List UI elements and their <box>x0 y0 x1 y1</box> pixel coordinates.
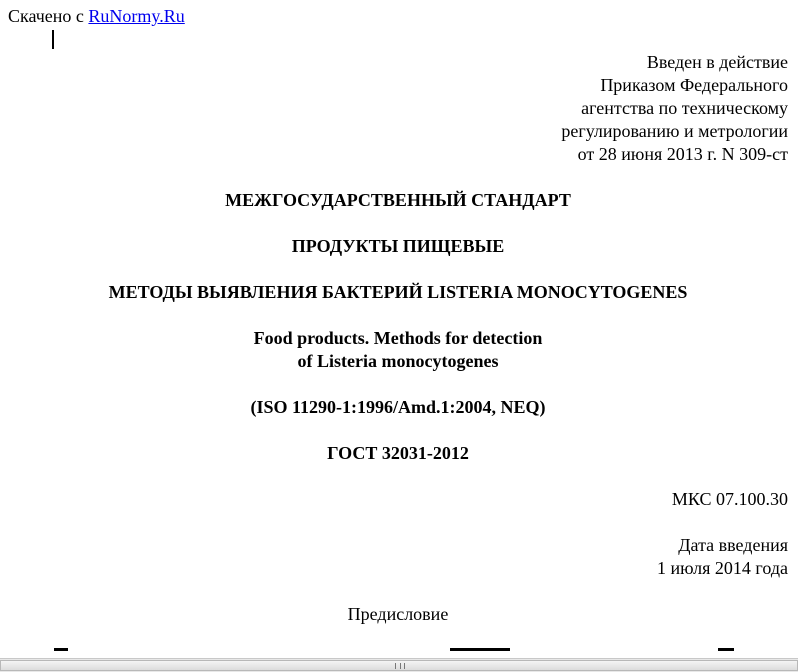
scrollbar-thumb[interactable] <box>0 660 798 671</box>
text-cursor <box>52 30 54 49</box>
preface-heading: Предисловие <box>347 604 449 624</box>
enactment-line: Введен в действие <box>646 52 788 72</box>
gost-number: ГОСТ 32031-2012 <box>327 443 469 463</box>
source-prefix: Скачено с <box>8 6 84 26</box>
enactment-line: регулированию и метрологии <box>561 121 788 141</box>
product-group-heading: ПРОДУКТЫ ПИЩЕВЫЕ <box>291 236 505 256</box>
grip-icon <box>395 663 405 669</box>
enactment-line: Приказом Федерального <box>600 75 788 95</box>
enactment-line: агентства по техническому <box>581 98 788 118</box>
source-line <box>8 6 185 26</box>
title-en-line-2: of Listeria monocytogenes <box>297 351 499 371</box>
title-ru: МЕТОДЫ ВЫЯВЛЕНИЯ БАКТЕРИЙ LISTERIA MONOCYTOGENES <box>108 282 688 302</box>
intro-date-label: Дата введения <box>678 535 788 555</box>
title-en-line-1: Food products. Methods for detection <box>253 328 543 348</box>
horizontal-scrollbar[interactable] <box>0 658 798 672</box>
standard-type-heading: МЕЖГОСУДАРСТВЕННЫЙ СТАНДАРТ <box>225 190 571 210</box>
mks-code: МКС 07.100.30 <box>671 489 788 509</box>
intro-date-value: 1 июля 2014 года <box>657 558 788 578</box>
enactment-line: от 28 июня 2013 г. N 309-ст <box>577 144 788 164</box>
source-link[interactable]: RuNormy.Ru <box>88 6 185 26</box>
iso-reference: (ISO 11290-1:1996/Amd.1:2004, NEQ) <box>250 397 546 417</box>
enactment-block <box>561 51 788 166</box>
